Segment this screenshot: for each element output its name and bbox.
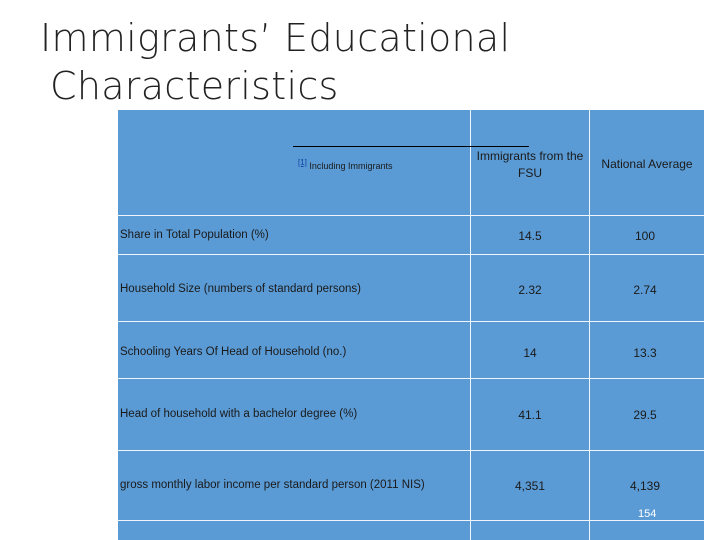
grid-hline-4 [118, 378, 704, 379]
slide-title [40, 14, 510, 110]
footnote [298, 158, 392, 171]
row-label-bachelor: Head of household with a bachelor degree (%) [120, 408, 358, 420]
cell-fsu-share: 14.5 [518, 229, 542, 243]
row-label-household-size: Household Size (numbers of standard persons) [120, 283, 361, 295]
row-label-income: gross monthly labor income per standard person (2011 NIS) [120, 479, 425, 491]
grid-hline-3 [118, 321, 704, 322]
grid-hline-1 [118, 215, 704, 216]
header-fsu: Immigrants from the FSU [476, 149, 584, 180]
grid-hline-2 [118, 254, 704, 255]
cell-national-bachelor: 29.5 [633, 408, 657, 422]
row-label-schooling: Schooling Years Of Head of Household (no.) [120, 346, 347, 358]
cell-fsu-income: 4,351 [514, 479, 546, 493]
cell-fsu-household-size: 2.32 [518, 283, 542, 297]
header-national-average: National Average [601, 157, 693, 171]
data-table [118, 110, 704, 540]
footnote-ref-link[interactable]: [1] [298, 158, 307, 167]
cell-national-income: 4,139 [629, 479, 661, 493]
grid-hline-5 [118, 450, 704, 451]
cell-fsu-bachelor: 41.1 [518, 408, 542, 422]
footnote-rule [293, 146, 529, 147]
row-label-share: Share in Total Population (%) [120, 229, 269, 241]
grid-hline-6 [118, 520, 704, 521]
title-line-1: Immigrants’ Educational [40, 16, 511, 60]
footnote-text: Including Immigrants [309, 161, 393, 171]
cell-fsu-schooling: 14 [523, 346, 537, 360]
cell-national-household-size: 2.74 [633, 283, 657, 297]
cell-national-schooling: 13.3 [633, 346, 657, 360]
page-number: 154 [638, 508, 657, 520]
cell-national-share: 100 [634, 229, 656, 243]
title-line-2: Characteristics [50, 64, 339, 108]
